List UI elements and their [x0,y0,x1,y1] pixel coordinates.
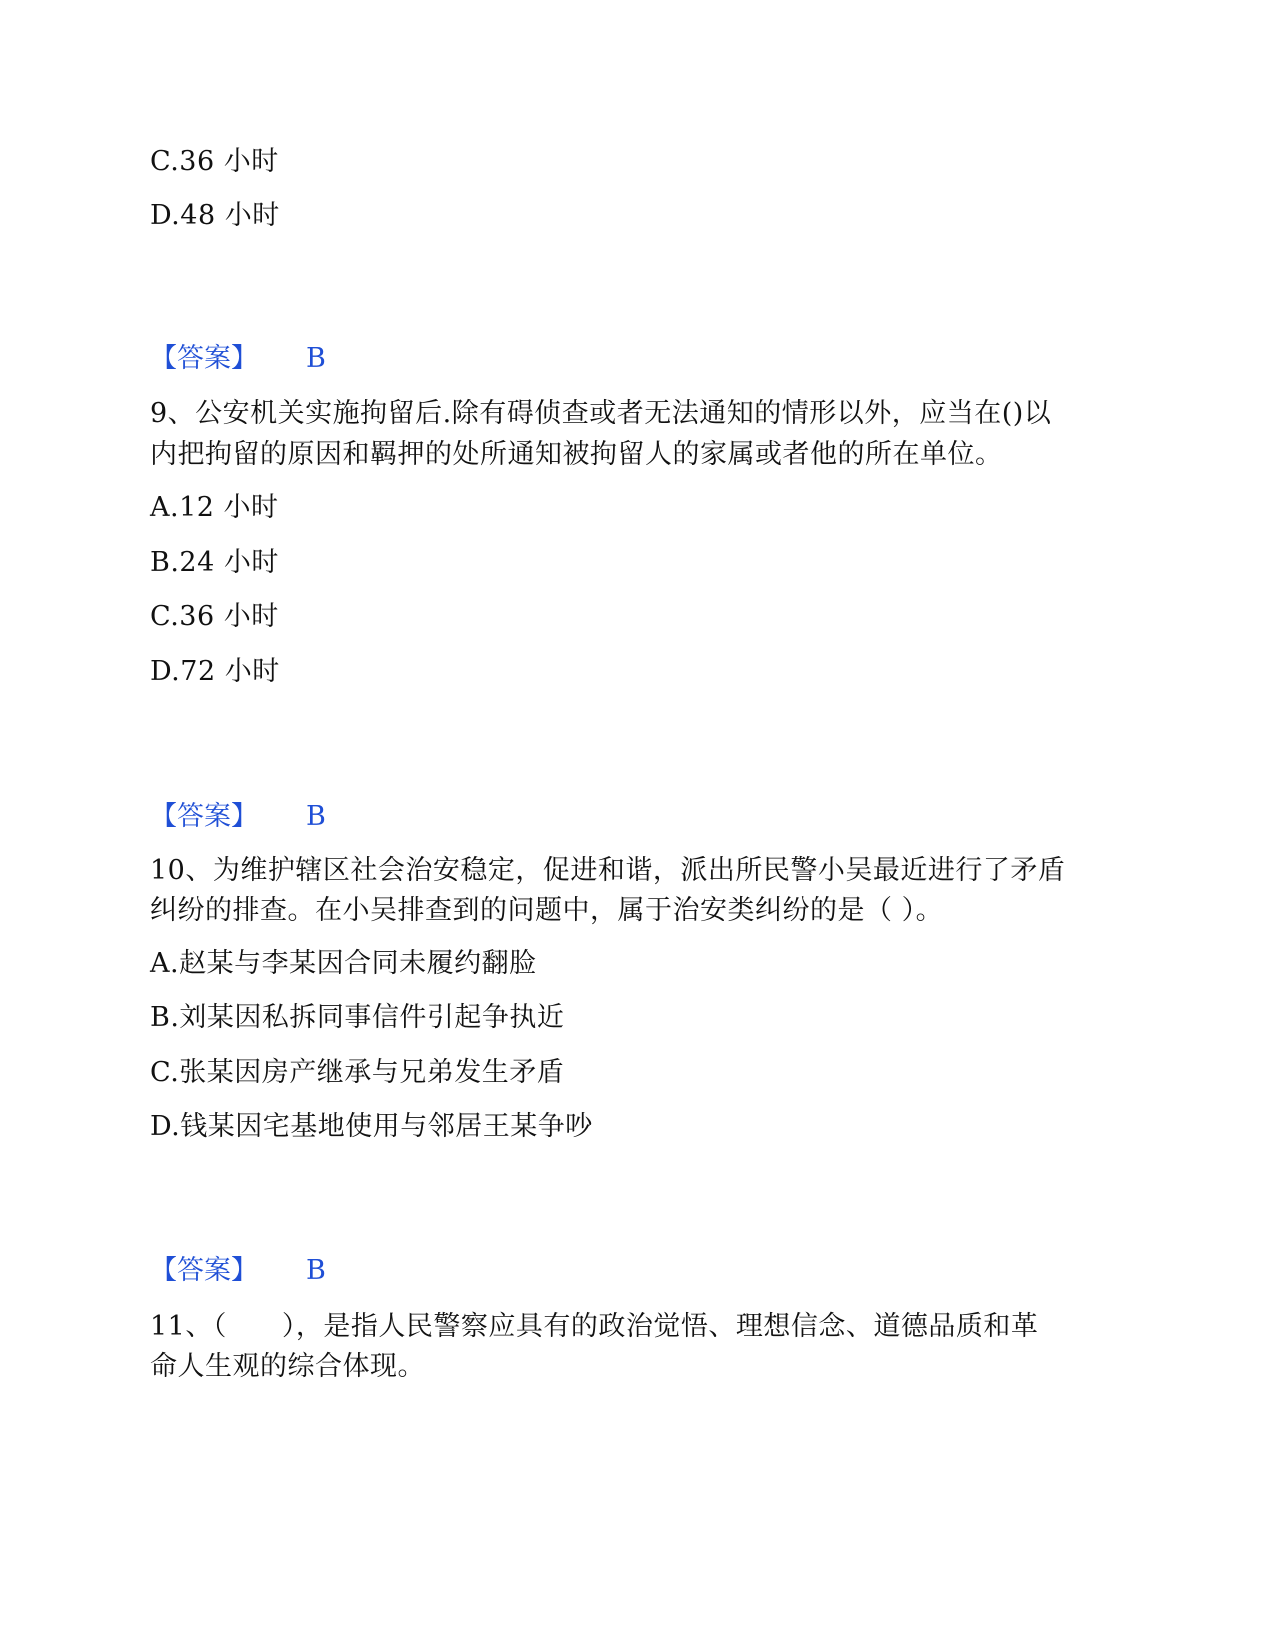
q10-option-a: A.赵某与李某因合同未履约翻脸 [150,948,537,979]
answer-label: 【答案】 [150,343,258,374]
q10-option-c: C.张某因房产继承与兄弟发生矛盾 [150,1057,565,1088]
q11-stem-line-2: 命人生观的综合体现。 [150,1351,425,1382]
q10-answer [150,1254,326,1288]
q9-stem-line-1: 9、公安机关实施拘留后.除有碍侦查或者无法通知的情形以外，应当在()以 [150,398,1052,429]
q9-answer [150,800,326,834]
answer-label: 【答案】 [150,1255,258,1286]
q8-option-c: C.36 小时 [150,146,279,177]
q8-option-d: D.48 小时 [150,200,280,231]
q9-option-a: A.12 小时 [150,492,279,523]
q11-stem-line-1: 11、（ ），是指人民警察应具有的政治觉悟、理想信念、道德品质和革 [150,1311,1039,1342]
q10-option-b: B.刘某因私拆同事信件引起争执近 [150,1002,565,1033]
q10-stem-line-2: 纠纷的排查。在小吴排查到的问题中，属于治安类纠纷的是（ ）。 [150,895,944,926]
answer-value: B [306,1255,326,1286]
q10-stem-line-1: 10、为维护辖区社会治安稳定，促进和谐，派出所民警小吴最近进行了矛盾 [150,855,1066,886]
q9-stem-line-2: 内把拘留的原因和羁押的处所通知被拘留人的家属或者他的所在单位。 [150,439,1003,470]
q9-option-d: D.72 小时 [150,656,280,687]
q9-option-c: C.36 小时 [150,601,279,632]
q10-option-d: D.钱某因宅基地使用与邻居王某争吵 [150,1111,593,1142]
q8-answer [150,342,326,376]
answer-value: B [306,801,326,832]
answer-label: 【答案】 [150,801,258,832]
answer-value: B [306,343,326,374]
q9-option-b: B.24 小时 [150,547,279,578]
